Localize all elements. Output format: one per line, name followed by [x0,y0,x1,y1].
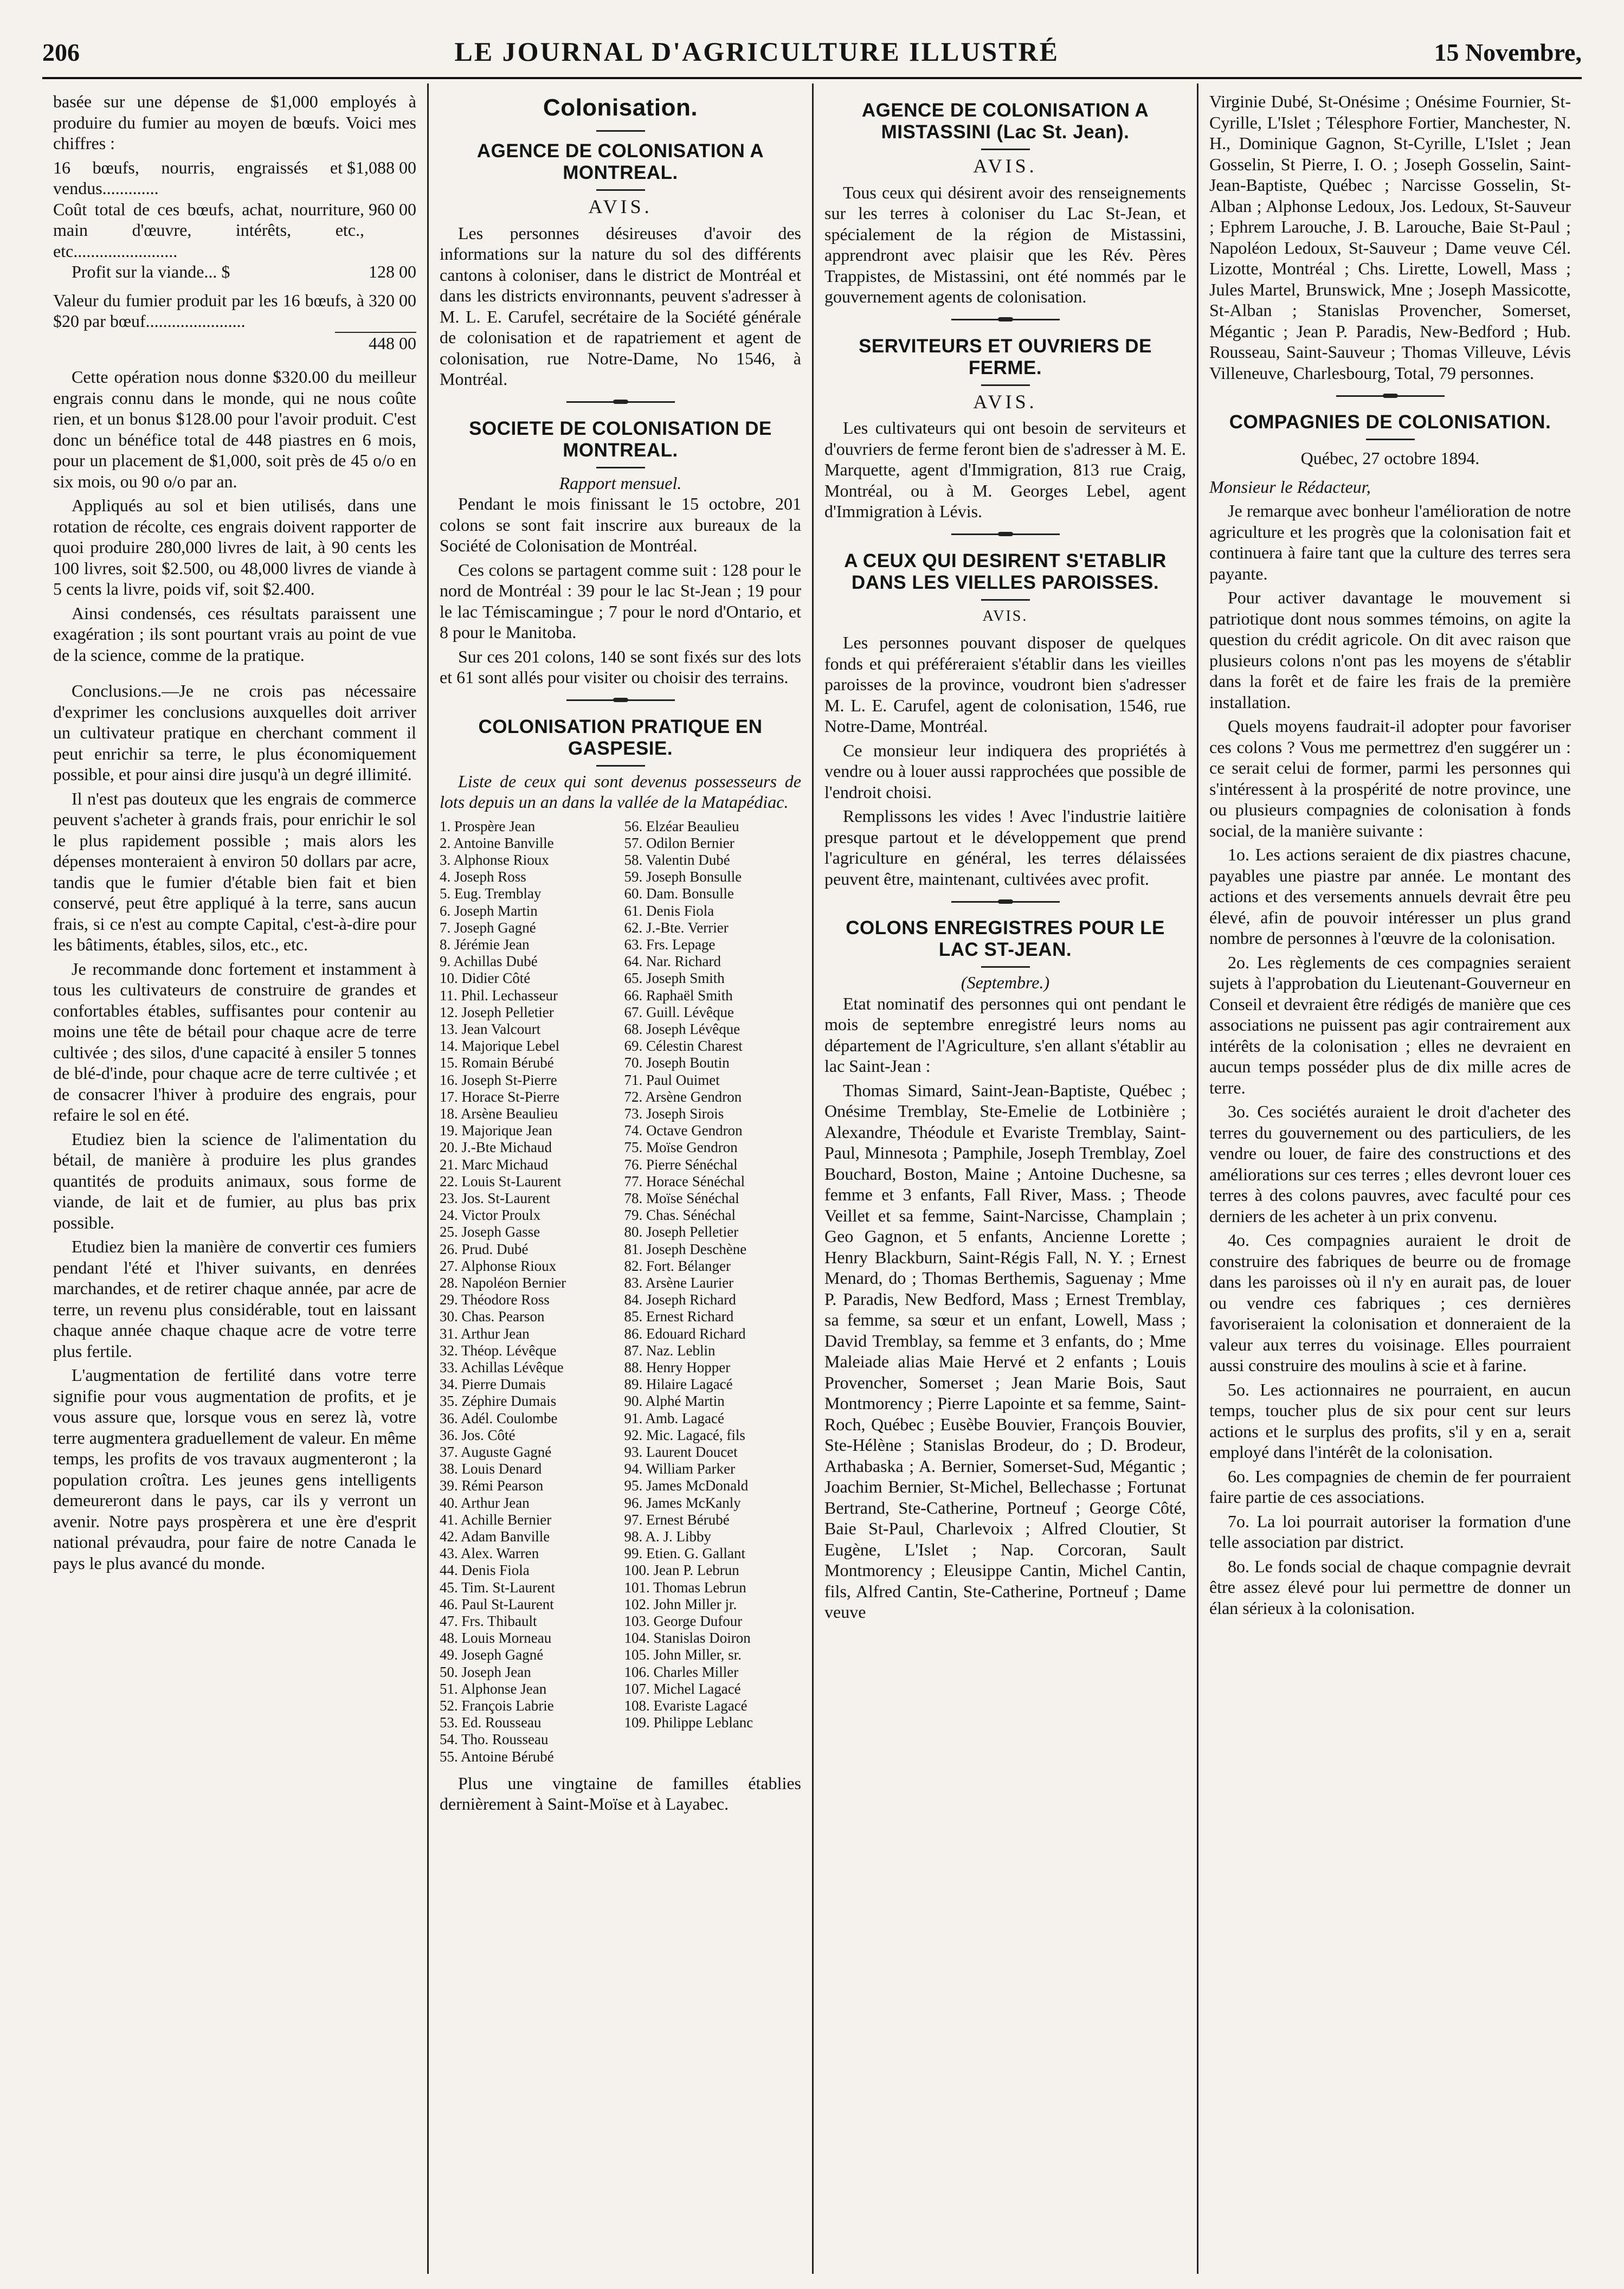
settler-name: 72. Arsène Gendron [624,1088,742,1105]
settler-name: 21. Marc Michaud [440,1156,549,1173]
settler-name: 107. Michel Lagacé [624,1680,741,1697]
article-heading: COLONS ENREGISTRES POUR LE LAC ST-JEAN. [846,917,1165,960]
article-heading: AGENCE DE COLONISATION A MISTASSINI (Lac St. Jean). [861,100,1149,143]
text-columns [42,83,1582,2274]
article-paragraph: Ces colons se partagent comme suit : 128 pour le nord de Montréal : 39 pour le lac St-Jean ; 19 pour le lac Témiscamingue ; 7 pour le nord d'Ontario, et 8 pour le Manitoba. [440,560,801,642]
settler-name: 93. Laurent Doucet [624,1444,738,1461]
settler-name: 16. Joseph St-Pierre [440,1071,557,1088]
article-paragraph: Etudiez bien la science de l'alimentation du bétail, de manière à produire les plus grandes quantités de produits animaux, sous forme de viande, de lait et de fumier, au plus bas prix possible. [53,1129,416,1232]
divider [981,599,1030,601]
settler-name: 23. Jos. St-Laurent [440,1189,550,1206]
ledger-row: Valeur du fumier produit par les 16 bœufs, à $20 par bœuf....................... 320 00 [53,290,416,331]
settler-name: 74. Octave Gendron [624,1122,743,1139]
article-paragraph: 6o. Les compagnies de chemin de fer pourraient faire partie de ces associations. [1209,1466,1571,1507]
article-paragraph: Thomas Simard, Saint-Jean-Baptiste, Québec ; Onésime Tremblay, Ste-Emelie de Lotbinière ; Alexandre, Théodule et Evariste Tremblay, Saint-Paul, Minnesota ; Pamphile, Joseph Tremblay, Zoel Bouchard, Boston, Maine ; Antoine Duchesne, sa femme et 3 enfants, Fall River, Mass. ; Theode Veillet et sa femme, Saint-Narcisse, Champlain ; Geo Gagnon, et 5 enfants, Ancienne Lorette ; Henry Blackburn, Saint-Régis Fall, N. Y. ; Ernest Menard, do ; Thomas Berthemis, Saguenay ; Mme P. Paradis, New Bedford, Mass ; Ernest Tremblay, sa femme, sa sœur et un enfant, Lowell, Mass ; David Tremblay, sa femme et 3 enfants, do ; Mme Maleiade alias Maie Hervé et 2 enfants ; Louis Provencher, Somerset ; Jean Marie Bois, Saut Montmorency ; Pierre Lapointe et sa femme, Saint-Roch, Québec ; Eusèbe Bouvier, François Bouvier, Ste-Hélène ; Stanislas Brodeur, do ; D. Brodeur, Arthabaska ; A. Bernier, Somerset-Sud, Mégantic ; Joachim Bernier, St-Michel, Bellechasse ; Fortunat Bertrand, Ste-Catherine, Portneuf ; George Côté, Baie St-Paul, Charlevoix ; Alfred Cloutier, St Eugène, L'Islet ; Nap. Corcoran, Sault Montmorency ; Eleusippe Cantin, Michel Cantin, fils, Alfred Cantin, Ste-Catherine, Portneuf ; Dame veuve [824,1080,1186,1622]
settler-name: 96. James McKanly [624,1494,741,1511]
notice-label: AVIS. [588,196,653,217]
ornamental-divider [824,895,1186,909]
settler-name: 88. Henry Hopper [624,1359,731,1375]
ornamental-divider [440,693,801,708]
settler-name: 7. Joseph Gagné [440,919,536,936]
ornamental-divider [440,395,801,409]
page-header [42,38,1582,79]
settler-name: 77. Horace Sénéchal [624,1173,745,1189]
settler-name: 57. Odilon Bernier [624,834,734,851]
settler-name: 64. Nar. Richard [624,953,721,970]
settler-name: 37. Auguste Gagné [440,1444,552,1461]
article-intro: Liste de ceux qui sont devenus possesseurs de lots depuis un an dans la vallée de la Matapédiac. [440,771,801,812]
article-paragraph: Quels moyens faudrait-il adopter pour favoriser ces colons ? Vous me permettrez d'en suggérer un : ce serait celui de former, parmi les personnes qui s'intéressent à la prospérité de notre province, une ou plusieurs compagnies de colonisation à fonds social, de la manière suivante : [1209,716,1571,840]
issue-date: 15 Novembre, [1434,38,1582,66]
article-paragraph: Je recommande donc fortement et instamment à tous les cultivateurs de construire de grandes et confortables étables, suffisantes pour contenir au moins une tête de bétail pour chaque acre de terre cultivée ; des silos, d'une capacité à ensiler 5 tonnes de blé-d'inde, pour chaque acre de terre cultivée ; et de consacrer l'hiver à produire des engrais, pour refaire le sol en été. [53,959,416,1124]
ledger-table [53,157,416,354]
article-subtitle: Rapport mensuel. [559,473,682,493]
article-paragraph: Conclusions.—Je ne crois pas nécessaire d'exprimer les conclusions auxquelles doit arriver un cultivateur pratique en cherchant comment il peut enrichir sa terre, le plus économiquement possible, et pour ainsi dire jusqu'à un degré illimité. [53,681,416,784]
settler-name: 22. Louis St-Laurent [440,1173,562,1189]
notice-label: AVIS. [973,155,1037,177]
settler-name: 70. Joseph Boutin [624,1055,730,1071]
article-subtitle: (Septembre.) [961,973,1050,992]
article-paragraph: 4o. Ces compagnies auraient le droit de construire des fabriques de beurre ou de fromage dans les paroisses où il n'y en aurait pas, de louer ou vendre ces fabriques ; ces dernières favoriseraient la colonisation et donneraient de la valeur aux terres du voisinage. Elles pourraient aussi construire des moulins à scie et à farine. [1209,1230,1571,1375]
settler-name: 53. Ed. Rousseau [440,1714,542,1731]
page-number: 206 [42,38,80,66]
settler-name: 86. Edouard Richard [624,1325,746,1342]
settler-name: 108. Evariste Lagacé [624,1698,747,1714]
settler-name: 91. Amb. Lagacé [624,1410,724,1426]
article-paragraph: Les cultivateurs qui ont besoin de serviteurs et d'ouvriers de ferme feront bien de s'adresser à M. E. Marquette, agent d'Immigration, 813 rue Craig, Montréal, ou à M. Georges Lebel, agent d'Immigration à Lévis. [824,418,1186,521]
ornamental-divider [824,313,1186,327]
divider [596,189,645,191]
settler-name: 66. Raphaël Smith [624,987,733,1004]
settler-name: 12. Joseph Pelletier [440,1004,554,1020]
intro-paragraph: basée sur une dépense de $1,000 employés à produire du fumier au moyen de bœufs. Voici mes chiffres : [53,92,416,153]
article-paragraph: 8o. Le fonds social de chaque compagnie devrait être assez élevé pour lui permettre de donner un élan sérieux à la colonisation. [1209,1556,1571,1618]
column-3 [812,83,1197,2274]
settler-name: 61. Denis Fiola [624,902,714,919]
settler-name: 36. Jos. Côté [440,1426,515,1443]
settler-name: 51. Alphonse Jean [440,1680,547,1697]
settler-name: 5. Eug. Tremblay [440,885,542,902]
settler-name: 47. Frs. Thibault [440,1613,537,1630]
settler-name: 14. Majorique Lebel [440,1038,560,1055]
article-heading: A CEUX QUI DESIRENT S'ETABLIR DANS LES VIELLES PAROISSES. [844,550,1167,593]
settler-name: 39. Rémi Pearson [440,1477,544,1494]
settler-name: 104. Stanislas Doiron [624,1630,751,1647]
settler-name: 31. Arthur Jean [440,1325,530,1342]
settler-name: 9. Achillas Dubé [440,953,538,970]
settler-name: 59. Joseph Bonsulle [624,869,742,885]
settler-name: 101. Thomas Lebrun [624,1579,746,1596]
settler-name: 20. J.-Bte Michaud [440,1139,552,1156]
settler-name: 44. Denis Fiola [440,1562,530,1579]
settler-name: 82. Fort. Bélanger [624,1257,731,1274]
settler-name: 17. Horace St-Pierre [440,1088,560,1105]
settler-name: 60. Dam. Bonsulle [624,885,734,902]
settler-name: 11. Phil. Lechasseur [440,987,558,1004]
settler-name: 27. Alphonse Rioux [440,1257,557,1274]
settler-name: 33. Achillas Lévêque [440,1359,564,1375]
settler-name: 1. Prospère Jean [440,818,536,834]
settler-name: 98. A. J. Libby [624,1528,712,1545]
settler-name: 100. Jean P. Lebrun [624,1562,739,1579]
article-paragraph: Les personnes désireuses d'avoir des informations sur la nature du sol des différents cantons à coloniser, dans le district de Montréal et dans les districts environnants, peuvent s'adresser à M. L. E. Carufel, secrétaire de la Société générale de colonisation et de rapatriement et agent de colonisation, rue Notre-Dame, No 1546, à Montréal. [440,223,801,389]
continued-paragraph: Virginie Dubé, St-Onésime ; Onésime Fournier, St-Cyrille, L'Islet ; Télesphore Fortier, Manchester, N. H., Dominique Gagnon, St-Cyrille, L'Islet ; Jean Gosselin, St Pierre, I. O. ; Joseph Gosselin, Saint-Jean-Baptiste, Québec ; Narcisse Gosselin, St-Alban ; Alphonse Ledoux, Jos. Ledoux, St-Sauveur ; Ephrem Larouche, J. B. Larouche, Baie St-Paul ; Napoléon Ledoux, St-Sauveur ; Dame veuve Cél. Lizotte, Montréal ; Chs. Lirette, Lowell, Mass ; Jules Martel, Brunswick, Mne ; Joseph Massicotte, St-Alban ; Stanislas Provencher, Somerset, Mégantic ; Jean P. Paradis, New-Bedford ; Hub. Rousseau, Saint-Sauveur ; Thomas Villeuve, Lévis Villeneuve, Charlesbourg, Total, 79 personnes. [1209,92,1571,383]
ledger-row: 16 bœufs, nourris, engraissés et vendus............. $1,088 00 [53,157,416,198]
article-paragraph: Plus une vingtaine de familles établies dernièrement à Saint-Moïse et à Layabec. [440,1773,801,1814]
ledger-total-row: 448 00 [369,333,416,353]
settler-name: 92. Mic. Lagacé, fils [624,1426,745,1443]
divider [596,467,645,468]
article-heading: SERVITEURS ET OUVRIERS DE FERME. [859,335,1152,378]
article-paragraph: Remplissons les vides ! Avec l'industrie laitière presque partout et le développement que prend l'agriculture en général, les terres délaissées peuvent être, maintenant, cultivées avec profit. [824,806,1186,889]
settler-name: 49. Joseph Gagné [440,1647,544,1663]
article-paragraph: Tous ceux qui désirent avoir des renseignements sur les terres à coloniser du Lac St-Jean, et spécialement de la région de Mistassini, apprendront avec plaisir que les Rév. Pères Trappistes, de Mistassini, ont été nommés par le gouvernement agents de colonisation. [824,182,1186,306]
ledger-row: Profit sur la viande... $ 128 00 [72,262,416,281]
article-heading: AGENCE DE COLONISATION A MONTREAL. [476,140,764,183]
article-paragraph: Pendant le mois finissant le 15 octobre, 201 colons se sont fait inscrire aux bureaux de la Société de Colonisation de Montréal. [440,494,801,555]
settler-name: 40. Arthur Jean [440,1494,530,1511]
settler-list-right [624,818,802,1765]
settler-name: 42. Adam Banville [440,1528,550,1545]
settler-name: 30. Chas. Pearson [440,1308,545,1325]
settler-name: 35. Zéphire Dumais [440,1393,557,1410]
settler-name: 67. Guill. Lévêque [624,1004,734,1020]
settler-name: 63. Frs. Lepage [624,936,716,953]
article-paragraph: Je remarque avec bonheur l'amélioration de notre agriculture et les progrès que la colonisation fait et continuera à faire tant que la culture des terres sera payante. [1209,501,1571,583]
settler-name: 89. Hilaire Lagacé [624,1376,733,1393]
article-paragraph: 7o. La loi pourrait autoriser la formation d'une telle association par district. [1209,1511,1571,1552]
settler-name: 10. Didier Côté [440,970,531,987]
settler-name: 48. Louis Morneau [440,1630,552,1647]
settler-name: 32. Théop. Lévêque [440,1342,557,1359]
article-paragraph: Il n'est pas douteux que les engrais de commerce peuvent s'acheter à grands frais, pour enrichir le sol le plus rapidement possible ; mais alors les dépenses monteraient à environ 50 dollars par acre, tandis que le fumier d'étable bien fait et bien conservé, peut être appliqué à la terre, sans aucun frais, si ce n'est au compte Capital, c'est-à-dire pour les bâtiments, étables, silos, etc., etc. [53,788,416,954]
settler-name: 25. Joseph Gasse [440,1224,540,1240]
settler-name: 55. Antoine Bérubé [440,1748,554,1765]
settler-name: 26. Prud. Dubé [440,1240,529,1257]
settler-name: 50. Joseph Jean [440,1663,531,1680]
settler-name: 36. Adél. Coulombe [440,1410,558,1426]
settler-name: 4. Joseph Ross [440,869,526,885]
settler-name: 13. Jean Valcourt [440,1020,541,1037]
settler-name: 54. Tho. Rousseau [440,1731,549,1748]
article-paragraph: L'augmentation de fertilité dans votre terre signifie pour vous augmentation de profits, et je vous assure que, lorsque vous en serez là, votre terre augmentera graduellement de valeur. En même temps, les profits de vos travaux augmenteront ; la population croîtra. Les jeunes gens intelligents demeureront dans le pays, car ils y verront un avenir. Notre pays prospèrera et une ère d'esprit national prévaudra, pour faire de notre Canada le pays le plus avancé du monde. [53,1365,416,1573]
settler-name: 80. Joseph Pelletier [624,1224,739,1240]
settler-name: 73. Joseph Sirois [624,1105,724,1122]
divider [596,765,645,767]
settler-name: 79. Chas. Sénéchal [624,1207,736,1224]
settler-name: 83. Arsène Laurier [624,1274,734,1291]
ornamental-divider [824,528,1186,542]
settler-name: 28. Napoléon Bernier [440,1274,566,1291]
settler-name: 6. Joseph Martin [440,902,538,919]
article-paragraph: Ainsi condensés, ces résultats paraissent une exagération ; ils sont pourtant vrais au point de vue de la science, comme de la pratique. [53,603,416,665]
settler-name: 38. Louis Denard [440,1461,542,1477]
article-heading: COLONISATION PRATIQUE EN GASPESIE. [478,716,763,759]
article-paragraph: Appliqués au sol et bien utilisés, dans une rotation de récolte, ces engrais doivent rapporter de quoi produire 280,000 livres de lait, à 90 cents les 100 livres, soit $2.500, ou 48,000 livres de viande à 5 cents la livre, poids vif, soit $2.400. [53,496,416,599]
settler-name: 15. Romain Bérubé [440,1055,554,1071]
settler-name: 76. Pierre Sénéchal [624,1156,738,1173]
settler-name: 109. Philippe Leblanc [624,1714,753,1731]
settler-name: 3. Alphonse Rioux [440,851,549,868]
article-paragraph: Ce monsieur leur indiquera des propriétés à vendre ou à louer aussi rapprochées que possible de l'endroit choisi. [824,740,1186,802]
section-title: Colonisation. [543,94,698,121]
settler-name: 84. Joseph Richard [624,1291,736,1308]
settler-name: 103. George Dufour [624,1613,743,1630]
settler-name: 46. Paul St-Laurent [440,1596,554,1612]
settler-name: 34. Pierre Dumais [440,1376,546,1393]
settler-name: 75. Moïse Gendron [624,1139,738,1156]
settler-name: 29. Théodore Ross [440,1291,550,1308]
settler-name: 94. William Parker [624,1461,736,1477]
article-paragraph: 3o. Ces sociétés auraient le droit d'acheter des terres du gouvernement ou des particuliers, de les vendre ou louer, de faire des constructions et des améliorations sur ces terres ; elles devront louer ces terres à des colons pauvres, avec faculté pour ces derniers de les acheter à un prix convenu. [1209,1102,1571,1226]
settler-name: 43. Alex. Warren [440,1545,539,1562]
article-heading: COMPAGNIES DE COLONISATION. [1229,411,1551,433]
settler-name: 58. Valentin Dubé [624,851,730,868]
ledger-row: Coût total de ces bœufs, achat, nourriture, main d'œuvre, intérêts, etc., etc........................ 960 00 [53,199,416,261]
settler-list [440,818,801,1765]
ornamental-divider [1209,389,1571,403]
settler-name: 78. Moïse Sénéchal [624,1189,739,1206]
column-1 [42,83,427,2274]
settler-name: 19. Majorique Jean [440,1122,552,1139]
settler-name: 87. Naz. Leblin [624,1342,716,1359]
settler-name: 102. John Miller jr. [624,1596,737,1612]
settler-name: 24. Victor Proulx [440,1207,541,1224]
dateline: Québec, 27 octobre 1894. [1300,448,1480,468]
article-paragraph: Pour activer davantage le mouvement si patriotique dont nous sommes témoins, on agite la question du crédit agricole. On dit avec raison que plusieurs colons n'ont pas les moyens de s'établir dans la forêt et de faire les frais de la première installation. [1209,588,1571,712]
journal-title: LE JOURNAL D'AGRICULTURE ILLUSTRÉ [454,36,1059,67]
settler-name: 18. Arsène Beaulieu [440,1105,558,1122]
settler-list-left [440,818,617,1765]
article-heading: SOCIETE DE COLONISATION DE MONTREAL. [469,417,772,461]
divider [981,966,1030,968]
settler-name: 8. Jérémie Jean [440,936,530,953]
divider [981,384,1030,386]
settler-name: 45. Tim. St-Laurent [440,1579,556,1596]
divider [596,130,645,132]
settler-name: 97. Ernest Bérubé [624,1511,730,1528]
settler-name: 90. Alphé Martin [624,1393,725,1410]
column-4 [1197,83,1582,2274]
salutation: Monsieur le Rédacteur, [1209,477,1371,497]
settler-name: 2. Antoine Banville [440,834,554,851]
settler-name: 56. Elzéar Beaulieu [624,818,739,834]
article-paragraph: 1o. Les actions seraient de dix piastres chacune, payables une piastre par année. Le montant des actions et des versements annuels devrait être peu élevé, afin de pouvoir intéresser un plus grand nombre de personnes à l'œuvre de la colonisation. [1209,845,1571,948]
settler-name: 52. François Labrie [440,1698,554,1714]
article-paragraph: Sur ces 201 colons, 140 se sont fixés sur des lots et 61 sont allés pour visiter ou choisir des terrains. [440,646,801,687]
settler-name: 105. John Miller, sr. [624,1647,742,1663]
settler-name: 68. Joseph Lévêque [624,1020,740,1037]
settler-name: 106. Charles Miller [624,1663,739,1680]
settler-name: 62. J.-Bte. Verrier [624,919,729,936]
settler-name: 95. James McDonald [624,1477,749,1494]
article-paragraph: 2o. Les règlements de ces compagnies seraient sujets à l'approbation du Lieutenant-Gouverneur en Conseil et devraient être rédigés de manière que ces associations ne puissent pas agir contrairement aux intérêts de la colonisation ; elles ne devraient en aucun temps posséder plus de dix mille acres de terre. [1209,952,1571,1097]
divider [981,149,1030,150]
settler-name: 65. Joseph Smith [624,970,725,987]
settler-name: 99. Etien. G. Gallant [624,1545,745,1562]
notice-label: AVIS. [982,607,1028,625]
settler-name: 85. Ernest Richard [624,1308,734,1325]
settler-name: 71. Paul Ouimet [624,1071,720,1088]
article-paragraph: Etudiez bien la manière de convertir ces fumiers pendant l'été et l'hiver suivants, en denrées marchandes, et de retirer chaque année, par acre de terre, un revenu plus considérable, tout en laissant chaque année chaque chaque acre de votre terre plus fertile. [53,1237,416,1361]
article-paragraph: Les personnes pouvant disposer de quelques fonds et qui préféreraient s'établir dans les vieilles paroisses de la province, voudront bien s'adresser M. L. E. Carufel, agent de colonisation, 1546, rue Notre-Dame, Montréal. [824,633,1186,736]
notice-label: AVIS. [973,390,1037,413]
article-paragraph: Etat nominatif des personnes qui ont pendant le mois de septembre enregistré leurs noms au département de l'Agriculture, s'en allant s'établir au lac Saint-Jean : [824,993,1186,1076]
article-paragraph: Cette opération nous donne $320.00 du meilleur engrais connu dans le monde, qui ne nous coûte rien, et un bonus $128.00 pour l'avoir produit. C'est donc un bénéfice total de 448 piastres en 6 mois, pour un placement de $1,000, soit près de 45 o/o en six mois, ou 90 o/o par an. [53,367,416,491]
settler-name: 81. Joseph Deschène [624,1240,747,1257]
settler-name: 69. Célestin Charest [624,1038,743,1055]
divider [1366,439,1415,440]
column-2 [427,83,812,2274]
article-paragraph: 5o. Les actionnaires ne pourraient, en aucun temps, toucher plus de six pour cent sur leurs actions et le surplus des profits, s'il y en a, serait employé dans l'intérêt de la colonisation. [1209,1379,1571,1462]
settler-name: 41. Achille Bernier [440,1511,552,1528]
